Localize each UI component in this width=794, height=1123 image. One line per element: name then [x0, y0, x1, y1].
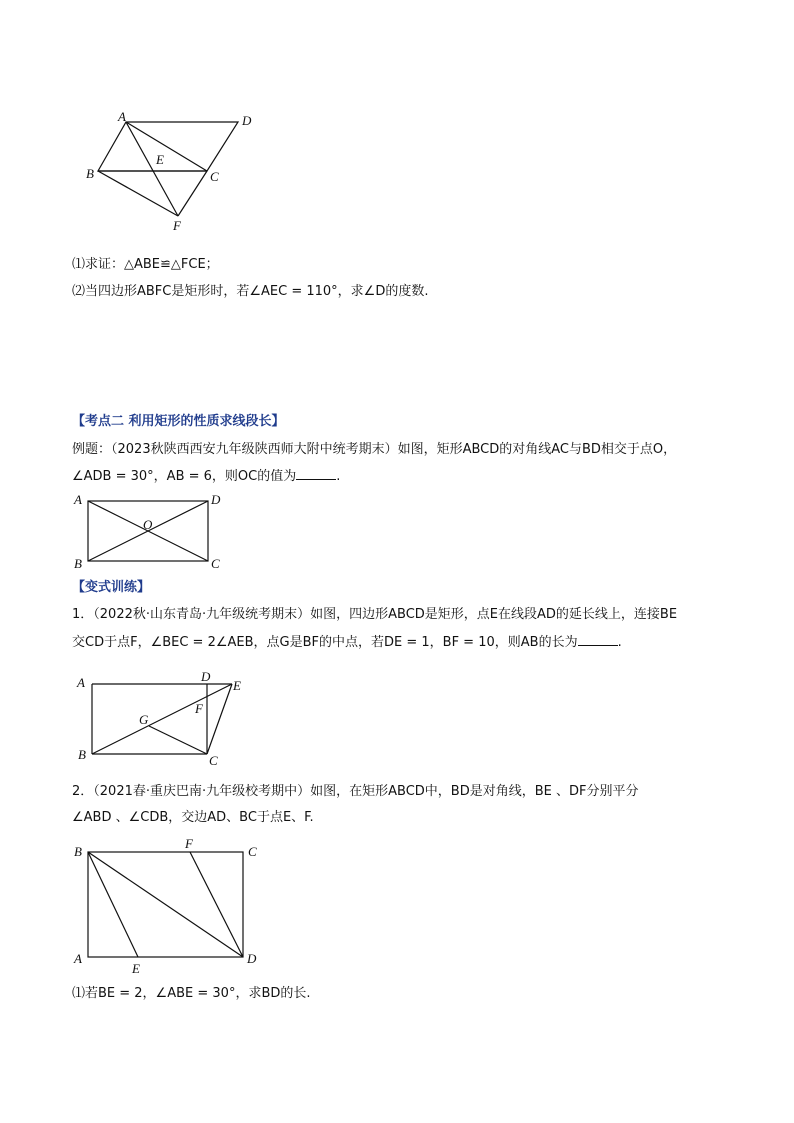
fig3-label-a: A	[77, 675, 85, 690]
fig2-label-o: O	[143, 517, 153, 532]
fig1-label-e: E	[156, 152, 164, 167]
fig4-label-f: F	[185, 836, 193, 851]
section2-heading: 【考点二 利用矩形的性质求线段长】	[72, 414, 285, 429]
example-line2-text: ∠ADB = 30°，AB = 6，则OC的值为	[72, 469, 297, 484]
fig1-label-d: D	[242, 113, 252, 128]
fig2-label-a: A	[74, 492, 82, 507]
fig1-label-a: A	[118, 109, 126, 124]
fig2-label-d: D	[211, 492, 221, 507]
fig4-segment-bd	[88, 852, 243, 957]
fig3-label-c: C	[209, 753, 218, 768]
example-line2-end: .	[336, 469, 341, 484]
fig3-label-e: E	[233, 678, 241, 693]
example-line1: 例题：（2023秋陕西西安九年级陕西师大附中统考期末）如图，矩形ABCD的对角线AC与BD相交于点O，	[72, 442, 677, 457]
variants-heading: 【变式训练】	[72, 580, 151, 595]
fig3-label-f: F	[195, 701, 203, 716]
fig4-label-c: C	[248, 844, 257, 859]
fig1-label-c: C	[210, 169, 219, 184]
problem1-part1: ⑴求证：△ABE≌△FCE；	[72, 257, 219, 272]
variant-q2-part1: ⑴若BE = 2，∠ABE = 30°，求BD的长.	[72, 986, 311, 1001]
fig3-label-g: G	[139, 712, 149, 727]
variant-q2-line1: 2．（2021春·重庆巴南·九年级校考期中）如图，在矩形ABCD中，BD是对角线，BE 、DF分别平分	[72, 784, 639, 799]
problem1-part2: ⑵当四边形ABFC是矩形时，若∠AEC = 110°，求∠D的度数.	[72, 284, 429, 299]
variant-q1-line1: 1．（2022秋·山东青岛·九年级统考期末）如图，四边形ABCD是矩形，点E在线段AD的延长线上，连接BE	[72, 607, 678, 622]
fig4-segment-be	[88, 852, 138, 957]
fig3-label-b: B	[78, 747, 86, 762]
fig1-label-f: F	[173, 218, 181, 233]
fig4-label-a: A	[74, 951, 82, 966]
fig2-label-b: B	[74, 556, 82, 571]
fig4-label-d: D	[247, 951, 257, 966]
fig3-label-d: D	[201, 669, 211, 684]
fig1-label-b: B	[86, 166, 94, 181]
variant-q2-line2: ∠ABD 、∠CDB，交边AD、BC于点E、F.	[72, 810, 314, 825]
fig4-label-b: B	[74, 844, 82, 859]
variant-q1-line2-text: 交CD于点F，∠BEC = 2∠AEB，点G是BF的中点，若DE = 1，BF = 10，则AB的长为	[72, 635, 578, 650]
fig4-label-e: E	[132, 961, 140, 976]
fig2-label-c: C	[211, 556, 220, 571]
fig4-segment-fd	[190, 852, 243, 957]
variant-q1-line2-end: .	[617, 635, 622, 650]
